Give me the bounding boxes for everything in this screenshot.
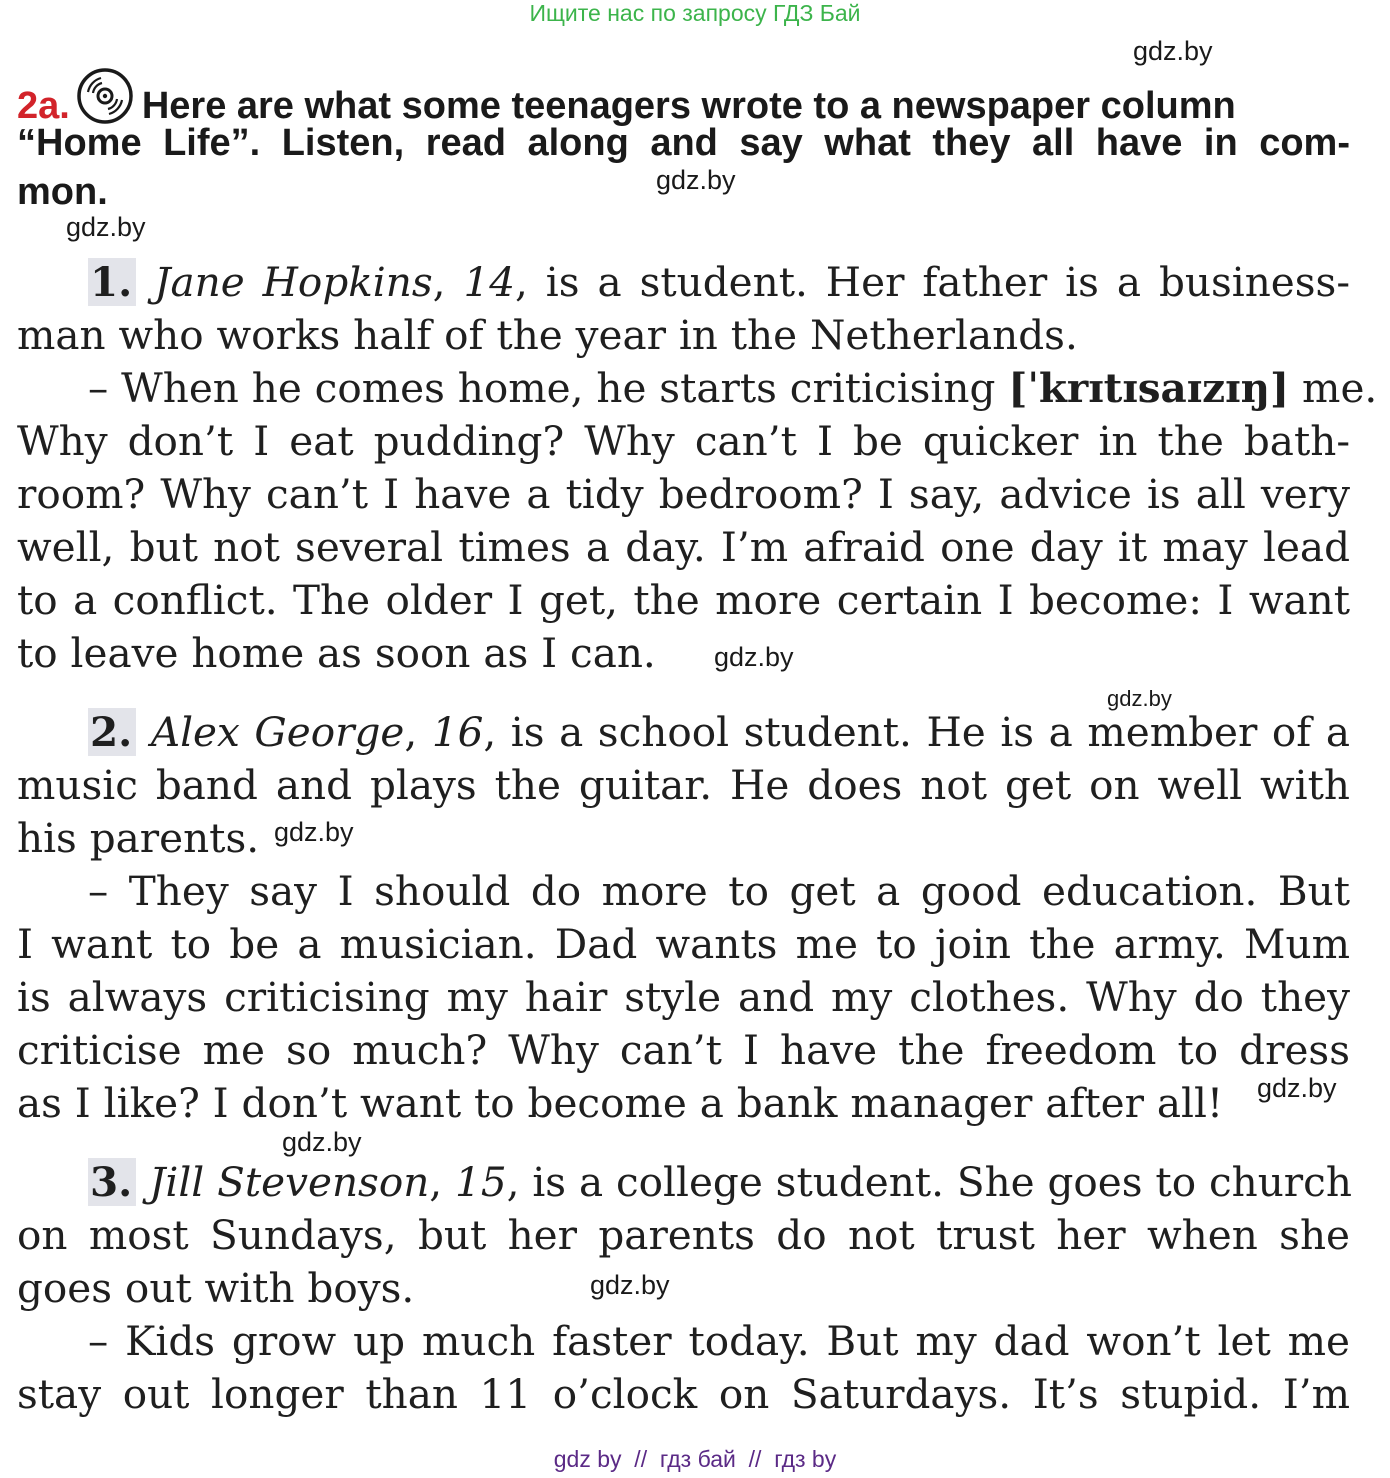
task-text-line: Here are what some teenagers wrote to a newspaper column	[141, 85, 1236, 127]
entry-quote-line: room? Why can’t I have a tidy bedroom? I say, advice is all very	[17, 470, 1350, 518]
entry-age: 15	[455, 1158, 507, 1206]
entry-name: Alex George	[150, 708, 405, 756]
entry-quote-line: to leave home as soon as I can.	[17, 629, 656, 677]
task-text-line: “Home Life”. Listen, read along and say what they all have in com-	[17, 122, 1350, 164]
entry-quote-line: – Kids grow up much faster today. But my dad won’t let me	[88, 1317, 1350, 1365]
entry-quote-line: to a conflict. The older I get, the more certain I become: I want	[17, 576, 1350, 624]
entry-intro-line: his parents.	[17, 814, 260, 862]
entry-intro-line: on most Sundays, but her parents do not trust her when she	[17, 1211, 1350, 1259]
entry-intro-line: man who works half of the year in the Netherlands.	[17, 311, 1078, 359]
watermark: gdz.by	[282, 1127, 362, 1157]
entry-intro-text: , is a school student. He is a member of a	[483, 708, 1350, 756]
entry-quote-line	[88, 362, 1378, 415]
quote-text: me.	[1289, 364, 1378, 412]
entry-quote-line: stay out longer than 11 o’clock on Saturdays. It’s stupid. I’m	[17, 1370, 1350, 1418]
entry-quote-line: well, but not several times a day. I’m afraid one day it may lead	[17, 523, 1350, 571]
watermark: gdz.by	[656, 165, 736, 195]
entry-intro: 2. Alex George, 16, is a school student. He is a member of a	[90, 708, 1350, 756]
entry-intro-line: goes out with boys.	[17, 1264, 415, 1312]
entry-quote-line: as I like? I don’t want to become a bank manager after all!	[17, 1079, 1224, 1127]
watermark: gdz.by	[714, 642, 794, 672]
entry-intro: 1. Jane Hopkins, 14, is a student. Her father is a business-	[90, 258, 1351, 306]
search-hint: Ищите нас по запросу ГДЗ Бай	[529, 0, 861, 26]
entry-age: 14	[463, 258, 515, 306]
task-number: 2a.	[17, 85, 70, 127]
entry-intro-text: , is a college student. She goes to church	[506, 1158, 1352, 1206]
entry-name: Jane Hopkins	[154, 258, 433, 306]
watermark: gdz.by	[1107, 686, 1172, 711]
watermark: gdz.by	[590, 1270, 670, 1300]
entry-intro-text: , is a student. Her father is a business-	[514, 258, 1351, 306]
entry-age: 16	[431, 708, 484, 756]
transcription: [ˈkrɪtɪsaɪzɪŋ]	[1008, 364, 1290, 412]
watermark: gdz.by	[1257, 1073, 1337, 1103]
entry-name: Jill Stevenson	[149, 1158, 430, 1206]
watermark: gdz.by	[1133, 36, 1213, 66]
entry-quote-line: I want to be a musician. Dad wants me to join the army. Mum	[17, 920, 1350, 968]
task-text-line: mon.	[17, 171, 108, 213]
entry-intro-line: music band and plays the guitar. He does not get on well with	[17, 761, 1350, 809]
watermark: gdz.by	[274, 817, 354, 847]
entry-intro: 3. Jill Stevenson, 15, is a college student. She goes to church	[90, 1158, 1352, 1206]
watermark: gdz.by	[66, 212, 146, 242]
footer-watermark: gdz by // гдз бай // гдз by	[553, 1446, 837, 1472]
entry-quote-line: criticise me so much? Why can’t I have the freedom to dress	[17, 1026, 1350, 1074]
entry-quote-line: is always criticising my hair style and my clothes. Why do they	[17, 973, 1350, 1021]
entry-quote-line: Why don’t I eat pudding? Why can’t I be quicker in the bath-	[17, 417, 1350, 465]
entry-number: 1.	[88, 258, 136, 306]
entry-number: 2.	[88, 708, 136, 756]
quote-text: – When he comes home, he starts criticising	[88, 364, 1009, 412]
entry-quote-line: – They say I should do more to get a good education. But	[88, 867, 1350, 915]
entry-number: 3.	[88, 1158, 136, 1206]
